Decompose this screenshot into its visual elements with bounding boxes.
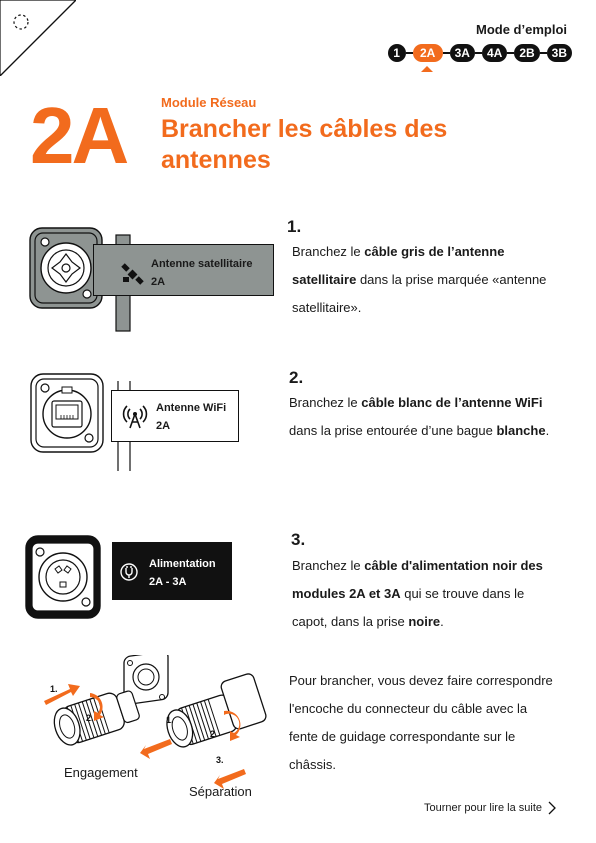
wifi-label-code: 2A xyxy=(156,420,171,432)
power-label-code: 2A - 3A xyxy=(149,576,187,588)
satellite-label-plate xyxy=(93,244,274,296)
module-name: Module Réseau xyxy=(161,95,257,110)
satellite-label-name: Antenne satellitaire xyxy=(151,258,253,270)
bold-text-run: noire xyxy=(408,614,441,629)
text-run: dans la prise marquée «antenne satellitaire». xyxy=(292,272,547,315)
connector-help-text: Pour brancher, vous devez faire correspondre l'encoche du connecteur du câble avec la fente de guidage correspondante sur le châssis. xyxy=(289,673,553,772)
wifi-antenna-icon xyxy=(122,403,148,429)
text-run: . xyxy=(440,614,444,629)
step-separator xyxy=(443,52,450,54)
wifi-label-plate xyxy=(111,390,239,442)
step-text-2 xyxy=(289,389,559,445)
step-pill-1[interactable]: 1 xyxy=(388,44,406,62)
folded-corner xyxy=(0,0,76,76)
module-code: 2A xyxy=(30,91,127,180)
bold-text-run: câble blanc de l’antenne WiFi xyxy=(361,395,543,410)
next-page-link[interactable] xyxy=(424,801,556,815)
step-nav xyxy=(388,44,572,62)
step-number-2: 2. xyxy=(289,368,304,387)
step-separator xyxy=(475,52,482,54)
text-run: Branchez le xyxy=(292,244,365,259)
arrow-step-label: 2. xyxy=(86,713,94,723)
text-run: qui se trouve dans le capot, dans la prise xyxy=(292,586,525,629)
bold-text-run: câble gris de l’antenne satellitaire xyxy=(292,244,505,287)
step-pill-4a[interactable]: 4A xyxy=(482,44,507,62)
power-socket-illustration xyxy=(25,535,105,621)
step-pill-2a[interactable]: 2A xyxy=(413,44,443,62)
text-run: . xyxy=(545,423,550,438)
connector-engagement-illustration xyxy=(30,655,280,805)
chevron-right-icon xyxy=(548,801,556,815)
arrow-step-label: 1. xyxy=(166,715,174,725)
bold-text-run: câble d'alimentation noir des modules 2A et 3A xyxy=(292,558,543,601)
step-separator xyxy=(406,52,413,54)
active-step-caret-icon xyxy=(421,66,433,72)
text-run: Branchez le xyxy=(292,558,365,573)
power-label-plate xyxy=(112,542,232,600)
power-label-name: Alimentation xyxy=(149,558,216,570)
engagement-label: Engagement xyxy=(64,765,138,780)
arrow-step-label: 1. xyxy=(50,684,58,694)
step-pill-2b[interactable]: 2B xyxy=(514,44,539,62)
arrow-step-label: 3. xyxy=(216,755,224,765)
step-text-1 xyxy=(292,238,562,322)
text-run: Branchez le xyxy=(289,395,362,410)
step-number-3: 3. xyxy=(291,530,306,549)
bold-text-run: blanche xyxy=(496,423,546,438)
satellite-icon xyxy=(121,263,145,285)
wifi-label-name: Antenne WiFi xyxy=(156,402,227,414)
text-run: dans la prise entourée d’une bague xyxy=(289,423,497,438)
step-separator xyxy=(540,52,547,54)
page-title: Brancher les câbles des antennes xyxy=(161,115,448,174)
step-pill-3a[interactable]: 3A xyxy=(450,44,475,62)
separation-label: Séparation xyxy=(189,784,252,799)
step-text-3 xyxy=(292,552,562,636)
step-separator xyxy=(507,52,514,54)
next-page-label: Tourner pour lire la suite xyxy=(423,802,542,814)
step-number-1: 1. xyxy=(287,217,302,236)
step-pill-3b[interactable]: 3B xyxy=(547,44,572,62)
arrow-step-label: 2. xyxy=(210,729,218,739)
power-plug-icon xyxy=(120,563,138,581)
mode-title: Mode d’emploi xyxy=(476,22,567,37)
satellite-label-code: 2A xyxy=(151,276,166,288)
